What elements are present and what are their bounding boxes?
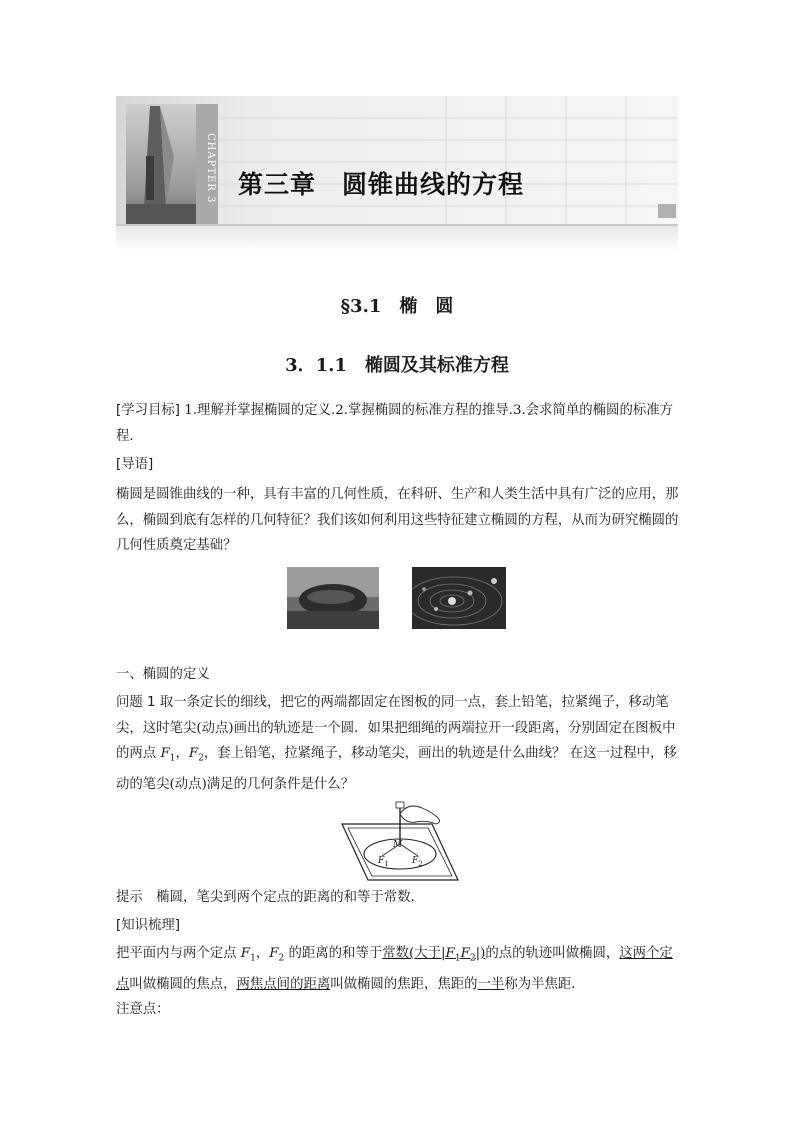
question-tag: 问题 1 [116, 695, 156, 710]
solar-system-photo [412, 567, 506, 629]
focus-f1-sub: 1 [169, 753, 176, 764]
figure-f2-sub: 2 [418, 859, 423, 868]
blank-greater-than [409, 946, 486, 964]
blank-focal-distance: 两焦点间的距离 [236, 977, 331, 993]
hint [116, 885, 682, 911]
focus-f2: F [188, 746, 199, 761]
blank-f2: F [460, 946, 470, 961]
blank-f1-sub: 1 [454, 953, 461, 964]
ellipse-photo [287, 567, 379, 629]
chapter-title: 第三章 圆锥曲线的方程 [238, 170, 525, 199]
knowledge-t5: 叫做椭圆的焦点， [129, 977, 237, 993]
focus-f2-sub: 2 [198, 753, 204, 764]
blank-f1: F [445, 946, 455, 961]
figure-f1-sub: 1 [384, 859, 389, 868]
section-title: §3.1 椭 圆 [340, 296, 454, 317]
banner-shadow [116, 226, 678, 252]
ellipse-drawing-figure [338, 800, 462, 882]
knowledge-f1-sub: 1 [250, 953, 256, 964]
hint-tag: 提示 [116, 890, 143, 905]
knowledge-t1: 把平面内与两个定点 [116, 946, 241, 961]
chapter-label: CHAPTER 3 [205, 132, 216, 204]
knowledge-f2: F [269, 946, 279, 961]
hint-text: 椭圆，笔尖到两个定点的距离的和等于常数． [156, 890, 424, 905]
knowledge-t7: 称为半焦距． [504, 977, 585, 993]
subsection-title: 3．1.1 椭圆及其标准方程 [285, 355, 509, 376]
blank-constant: 常数 [382, 946, 410, 961]
question-sep: ， [175, 746, 189, 761]
part1-heading: 一、椭圆的定义 [116, 667, 210, 682]
knowledge-t4: 的点的轨迹叫做椭圆， [485, 946, 620, 961]
blank-open: (大于| [409, 946, 446, 961]
learning-objectives [116, 398, 682, 449]
objectives-text: 1.理解并掌握椭圆的定义.2.掌握椭圆的标准方程的推导.3.会求简单的椭圆的标准方程． [116, 403, 674, 444]
knowledge-f2-sub: 2 [278, 953, 285, 964]
intro-text: 椭圆是圆锥曲线的一种，具有丰富的几何性质，在科研、生产和人类生活中具有广泛的应用，那么，椭圆到底有怎样的几何特征？我们该如何利用这些特征建立椭圆的方程，从而为研究椭圆的几何性质奠定基础？ [116, 487, 679, 553]
blank-half: 一半 [477, 977, 505, 993]
focus-f1: F [160, 746, 170, 761]
blank-two-points: 这两个定点 [116, 946, 673, 993]
figure-f2-label: F [412, 856, 419, 866]
question-1 [116, 690, 682, 798]
knowledge-t6: 叫做椭圆的焦距，焦距的 [330, 977, 478, 993]
knowledge-tag: [知识梳理] [116, 918, 181, 933]
knowledge-text [116, 941, 682, 998]
blank-f2-sub: 2 [469, 953, 476, 964]
objectives-tag: [学习目标] [116, 403, 181, 418]
intro-tag: [导语] [116, 457, 154, 472]
point-m-label: M [393, 840, 403, 850]
knowledge-t2: ， [255, 946, 270, 961]
knowledge-t3: 的距离的和等于 [284, 946, 383, 961]
monument-photo [126, 104, 196, 226]
notes-label: 注意点： [116, 1002, 170, 1017]
figure-f1-label: F [378, 856, 385, 866]
question-text-a: 取一条定长的细线，把它的两端都固定在图板的同一点，套上铅笔，拉紧绳子，移动笔尖，这时笔尖(动点)画出的轨迹是一个圆．如果把细绳的两端拉开一段距离，分别固定在图板中的两点 [116, 695, 676, 761]
knowledge-f1: F [240, 946, 251, 961]
question-text-b: ，套上铅笔，拉紧绳子，移动笔尖，画出的轨迹是什么曲线？ 在这一过程中，移动的笔尖(动点)满足的几何条件是什么？ [116, 746, 677, 793]
blank-close: |) [475, 946, 486, 961]
